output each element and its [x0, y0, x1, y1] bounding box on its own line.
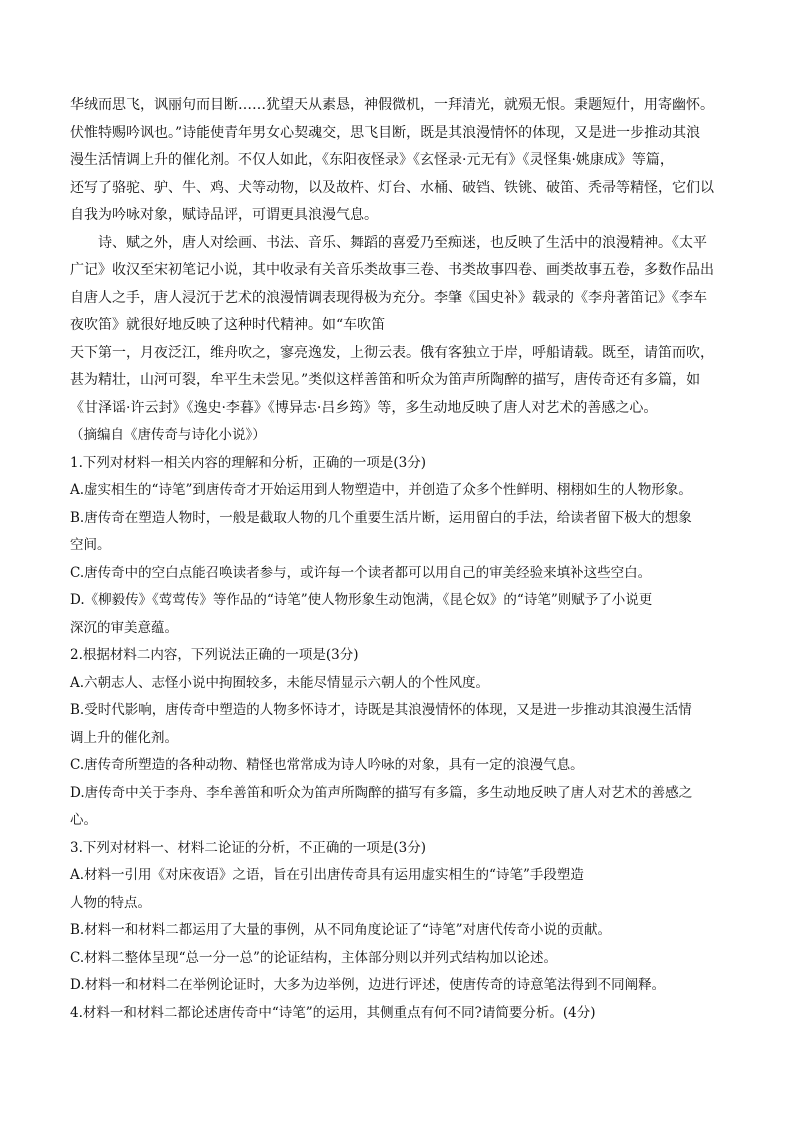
text-line: 广记》收汉至宋初笔记小说，其中收录有关音乐类故事三卷、书类故事四卷、画类故事五卷，多数作品出 — [70, 262, 714, 278]
text-line: 自唐人之手，唐人浸沉于艺术的浪漫情调表现得极为充分。李肇《国史补》载录的《李舟著笛记》《李车 — [70, 289, 707, 306]
option-b-continued: 空间。 — [70, 537, 111, 553]
text-line: 诗、赋之外，唐人对绘画、书法、音乐、舞蹈的喜爱乃至痴迷，也反映了生活中的浪漫精神。《太平 — [98, 234, 707, 251]
text-line: 《甘泽谣·许云封》《逸史·李暮》《博异志·吕乡筠》等，多生动地反映了唐人对艺术的善感之心。 — [70, 399, 658, 416]
option-a: A.材料一引用《对床夜语》之语，旨在引出唐传奇具有运用虚实相生的“诗笔”手段塑造 — [70, 867, 584, 883]
option-a-continued: 人物的特点。 — [70, 894, 151, 911]
text-line: 还写了骆驼、驴、牛、鸡、犬等动物，以及故杵、灯台、水桶、破铛、铁铫、破笛、秃帚等精怪，它们以 — [70, 179, 714, 196]
text-line: 漫生活情调上升的催化剂。不仅人如此，《东阳夜怪录》《玄怪录·元无有》《灵怪集·姚康成》等篇， — [70, 152, 674, 168]
passage-paragraph-2 — [70, 230, 730, 423]
option-d: D.《柳毅传》《莺莺传》等作品的“诗笔”使人物形象生动饱满，《昆仑奴》的“诗笔”则赋予了小说更 — [70, 592, 653, 608]
option-a: A.虚实相生的“诗笔”到唐传奇才开始运用到人物塑造中，并创造了众多个性鲜明、栩栩如生的人物形象。 — [70, 482, 692, 498]
option-d-continued: 深沉的审美意蕴。 — [70, 619, 178, 636]
option-a: A.六朝志人、志怪小说中拘囿较多，未能尽情显示六朝人的个性风度。 — [70, 674, 490, 691]
text-line: 伏惟特赐吟讽也。”诗能使青年男女心契魂交，思飞目断，既是其浪漫情怀的体现，又是进一步推动其浪 — [70, 124, 701, 141]
option-b: B.受时代影响，唐传奇中塑造的人物多怀诗才，诗既是其浪漫情怀的体现，又是进一步推动其浪漫生活情 — [70, 702, 692, 718]
question-4 — [70, 1000, 730, 1028]
question-stem: 4.材料一和材料二都论述唐传奇中“诗笔”的运用，其侧重点有何不同?请简要分析。(4分) — [70, 1004, 596, 1021]
question-stem: 2.根据材料二内容，下列说法正确的一项是(3分) — [70, 647, 359, 663]
option-b-continued: 调上升的催化剂。 — [70, 729, 178, 746]
question-stem: 1.下列对材料一相关内容的理解和分析，正确的一项是(3分) — [70, 454, 427, 471]
question-1 — [70, 450, 730, 643]
text-line: 自我为吟咏对象，赋诗品评，可谓更具浪漫气息。 — [70, 207, 378, 223]
option-d: D.材料一和材料二在举例论证时，大多为边举例，边进行评述，使唐传奇的诗意笔法得到不同阐释。 — [70, 977, 666, 993]
text-line: 天下第一，月夜泛江，维舟吹之，寥亮逸发，上彻云表。俄有客独立于岸，呼船请载。既至，请笛而吹， — [70, 344, 714, 361]
text-line: 甚为精壮，山河可裂，牟平生未尝见。”类似这样善笛和听众为笛声所陶醉的描写，唐传奇还有多篇，如 — [70, 372, 701, 388]
source-citation: （摘编自《唐传奇与诗化小说》） — [70, 427, 266, 443]
option-b: B.唐传奇在塑造人物时，一般是截取人物的几个重要生活片断，运用留白的手法，给读者留下极大的想象 — [70, 509, 692, 526]
option-d: D.唐传奇中关于李舟、李牟善笛和听众为笛声所陶醉的描写有多篇，多生动地反映了唐人对艺术的善感之 — [70, 784, 693, 801]
option-c: C.材料二整体呈现“总一分一总”的论证结构，主体部分则以并列式结构加以论述。 — [70, 949, 557, 966]
option-b: B.材料一和材料二都运用了大量的事例，从不同角度论证了“诗笔”对唐代传奇小说的贡献。 — [70, 922, 612, 938]
text-line: 华绒而思飞，讽丽句而目断……犹望天从素恳，神假微机，一拜清光，就殒无恨。秉题短什，用寄幽怀。 — [70, 97, 714, 113]
option-c: C.唐传奇所塑造的各种动物、精怪也常常成为诗人吟咏的对象，具有一定的浪漫气息。 — [70, 757, 584, 773]
document-page — [70, 92, 730, 1027]
option-d-continued: 心。 — [70, 812, 97, 828]
passage-paragraph-1 — [70, 92, 730, 230]
option-c: C.唐传奇中的空白点能召唤读者参与，或许每一个读者都可以用自己的审美经验来填补这些空白。 — [70, 564, 652, 581]
question-stem: 3.下列对材料一、材料二论证的分析，不正确的一项是(3分) — [70, 839, 427, 856]
question-2 — [70, 642, 730, 835]
text-line: 夜吹笛》就很好地反映了这种时代精神。如“车吹笛 — [70, 317, 386, 333]
question-3 — [70, 835, 730, 1000]
